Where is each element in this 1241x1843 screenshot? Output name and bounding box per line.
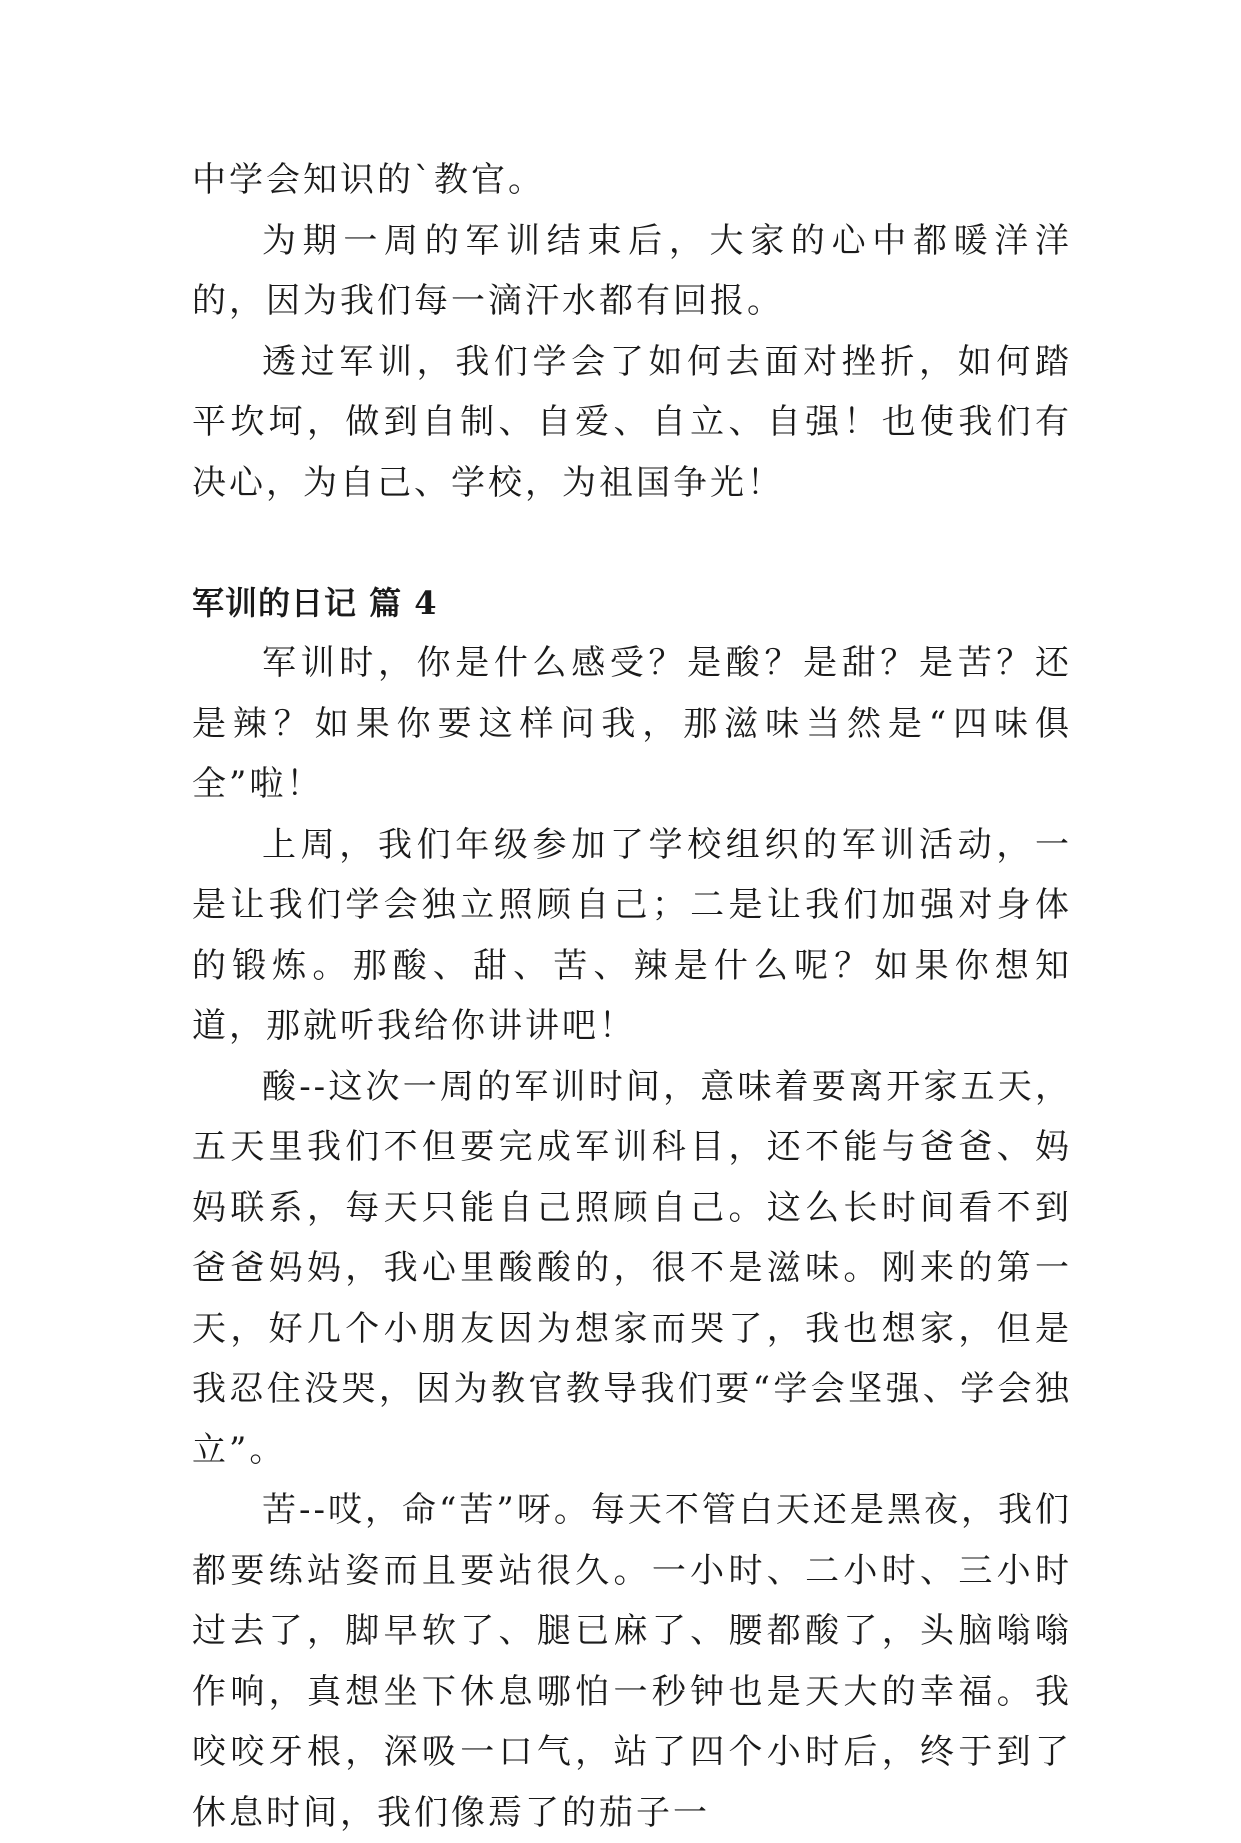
paragraph: 为期一周的军训结束后，大家的心中都暖洋洋的，因为我们每一滴汗水都有回报。 [192,220,1072,321]
paragraph: 透过军训，我们学会了如何去面对挫折，如何踏平坎坷，做到自制、自爱、自立、自强！也使我们有决心，为自己、学校，为祖国争光！ [192,341,1072,503]
paragraph: 苦--哎，命“苦”呀。每天不管白天还是黑夜，我们都要练站姿而且要站很久。一小时、二小时、三小时过去了，脚早软了、腿已麻了、腰都酸了，头脑嗡嗡作响，真想坐下休息哪怕一秒钟也是天大的幸福。我咬咬牙根，深吸一口气，站了四个小时后，终于到了休息时间，我们像焉了的茄子一 [192,1490,1072,1833]
paragraph: 酸--这次一周的军训时间，意味着要离开家五天，五天里我们不但要完成军训科目，还不能与爸爸、妈妈联系，每天只能自己照顾自己。这么长时间看不到爸爸妈妈，我心里酸酸的，很不是滋味。刚来的第一天，好几个小朋友因为想家而哭了，我也想家，但是我忍住没哭，因为教官教导我们要“学会坚强、学会独立”。 [192,1066,1072,1470]
paragraph: 军训时，你是什么感受？是酸？是甜？是苦？还是辣？如果你要这样问我，那滋味当然是“四味俱全”啦！ [192,643,1072,804]
paragraph-continuation: 中学会知识的`教官。 [192,160,545,200]
section-heading: 军训的日记 篇 4 [192,584,438,622]
paragraph: 上周，我们年级参加了学校组织的军训活动，一是让我们学会独立照顾自己；二是让我们加强对身体的锻炼。那酸、甜、苦、辣是什么呢？如果你想知道，那就听我给你讲讲吧！ [192,824,1072,1046]
document-page [192,150,1072,1843]
